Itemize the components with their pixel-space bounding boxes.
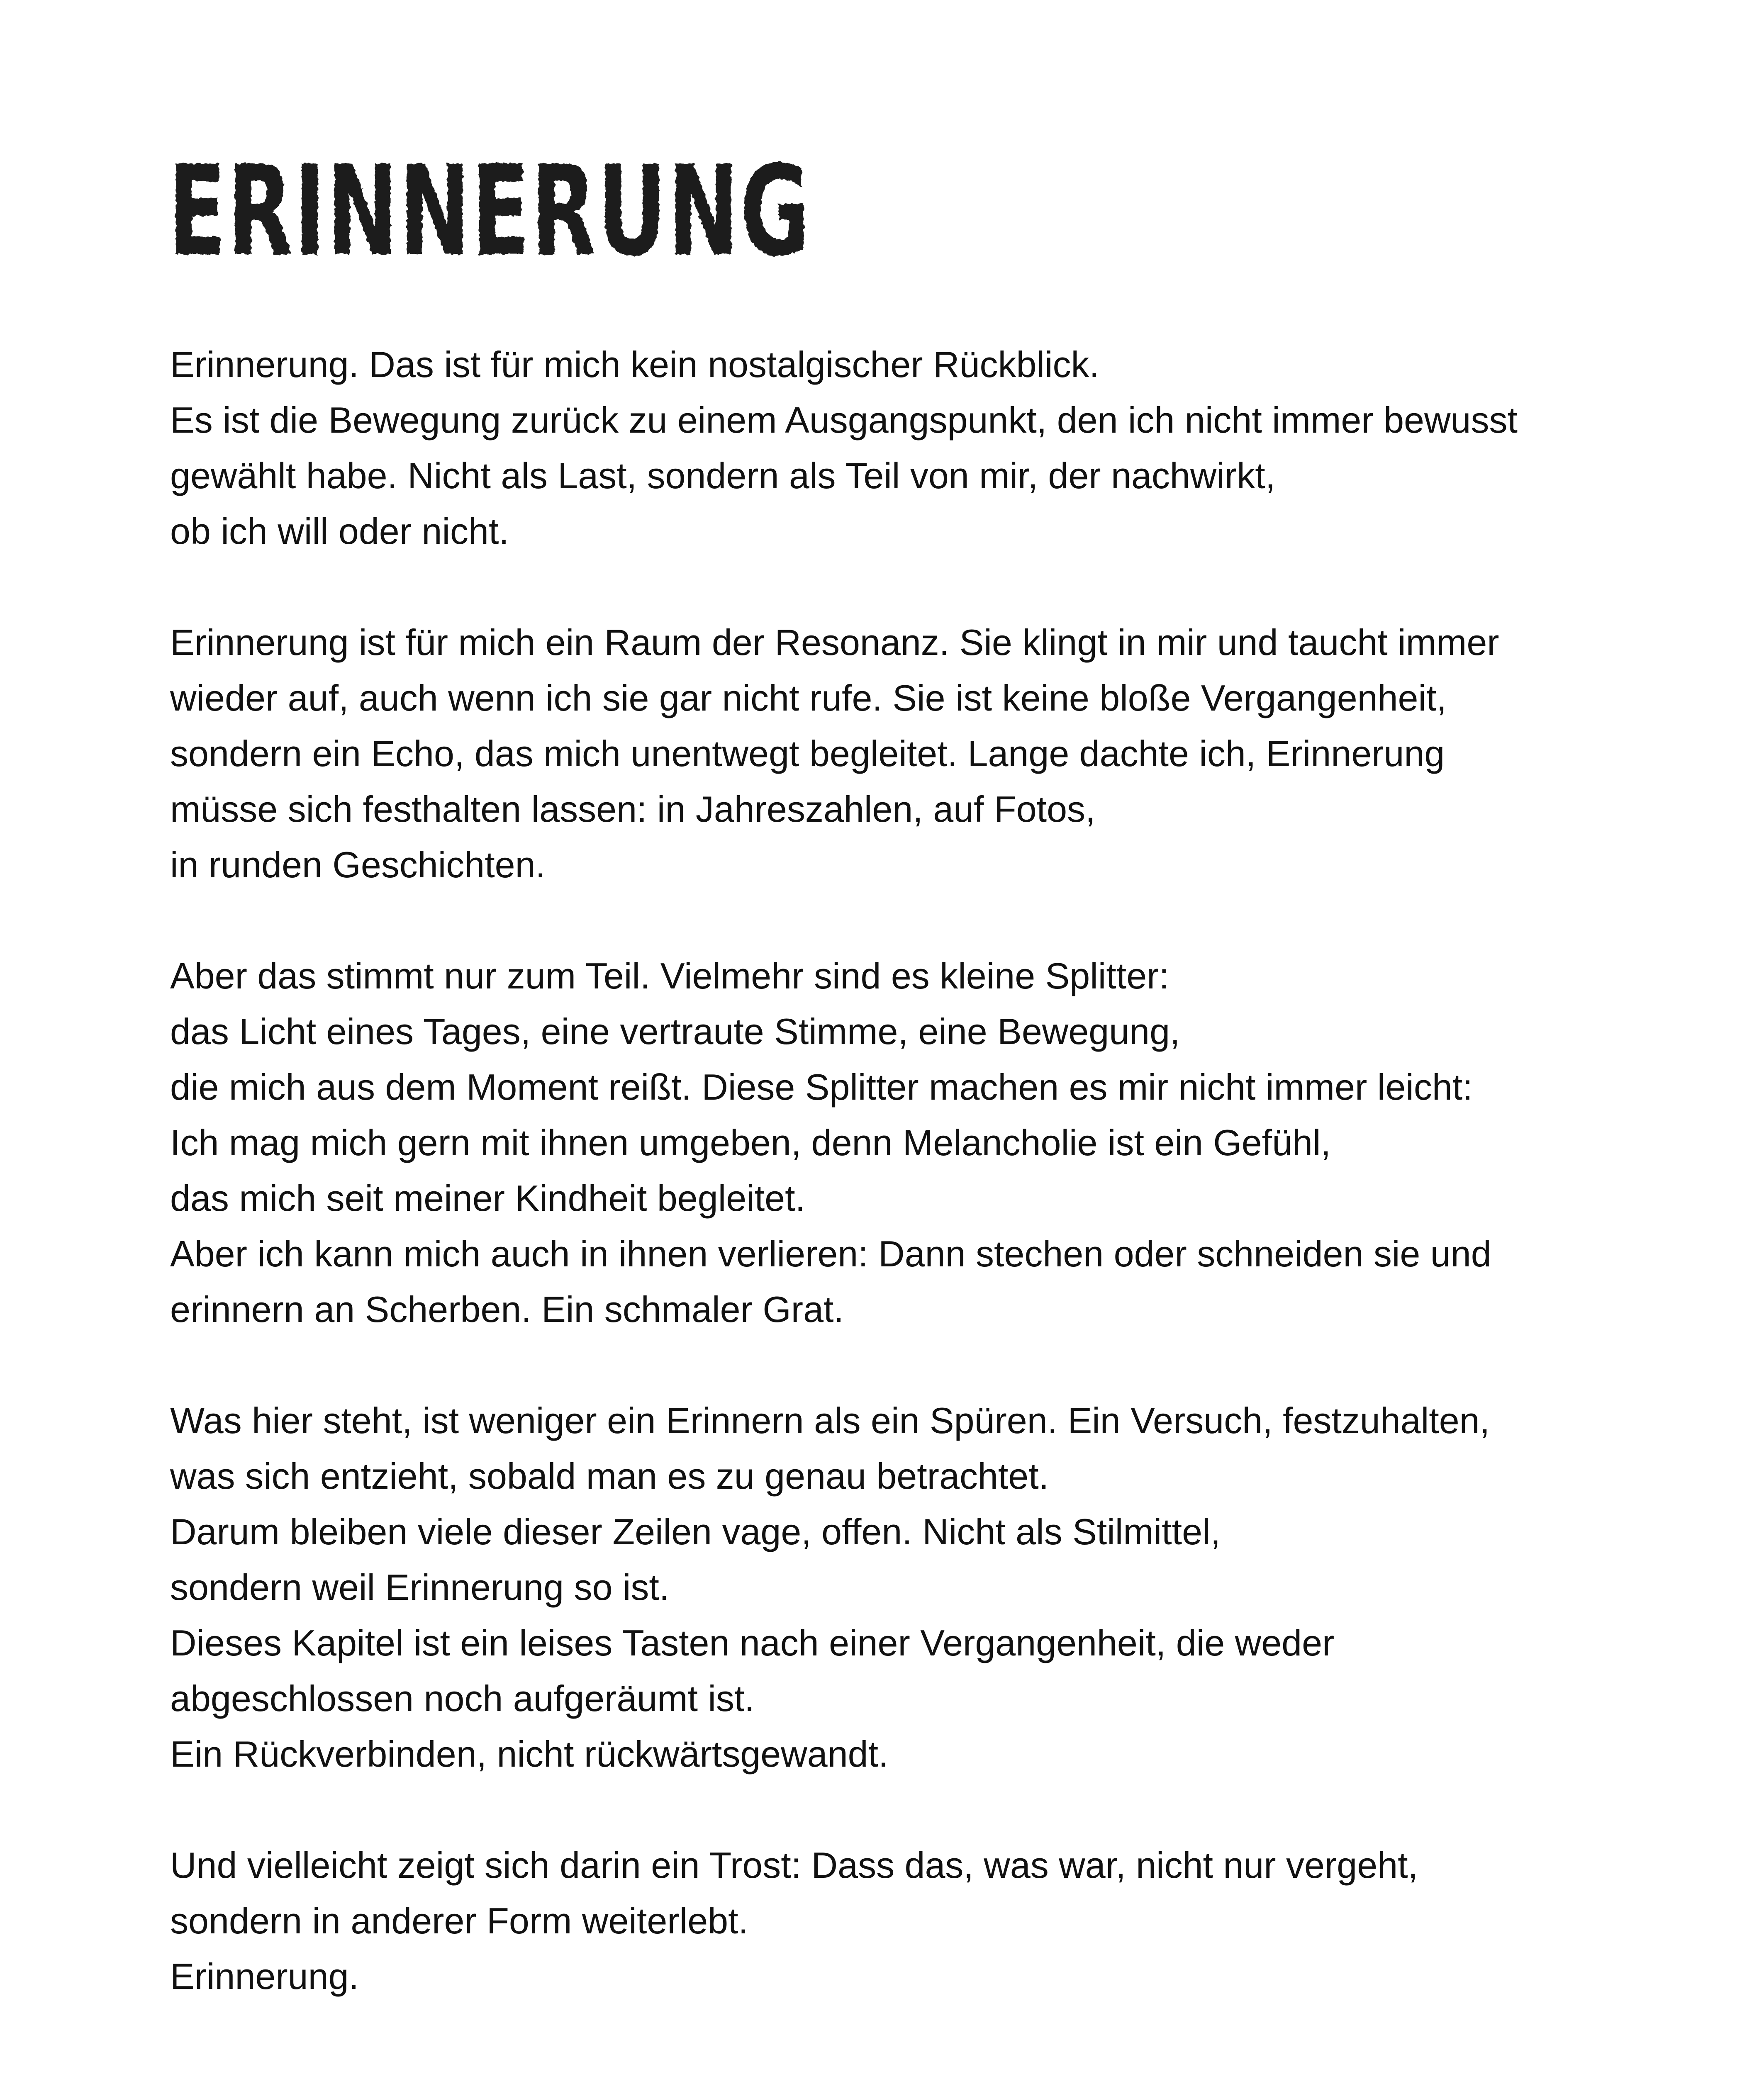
chapter-title-lettering xyxy=(168,139,815,284)
text-line: Dieses Kapitel ist ein leises Tasten nach einer Vergangenheit, die weder xyxy=(170,1622,1335,1663)
text-line: Aber ich kann mich auch in ihnen verlieren: Dann stechen oder schneiden sie und xyxy=(170,1233,1491,1274)
paragraph-4 xyxy=(170,1393,1639,1782)
chapter-title xyxy=(168,139,815,284)
paragraph-3 xyxy=(170,948,1639,1337)
text-line: abgeschlossen noch aufgeräumt ist. xyxy=(170,1678,755,1719)
paragraph-1 xyxy=(170,337,1639,559)
chapter-title-text: ERINNERUNG xyxy=(168,139,811,284)
text-line: Erinnerung ist für mich ein Raum der Resonanz. Sie klingt in mir und taucht immer xyxy=(170,622,1499,663)
text-line: sondern weil Erinnerung so ist. xyxy=(170,1567,670,1608)
text-line: Es ist die Bewegung zurück zu einem Ausgangspunkt, den ich nicht immer bewusst xyxy=(170,399,1518,441)
text-line: Ein Rückverbinden, nicht rückwärtsgewandt. xyxy=(170,1733,889,1775)
text-line: in runden Geschichten. xyxy=(170,844,546,885)
body-text xyxy=(170,337,1639,2060)
text-line: erinnern an Scherben. Ein schmaler Grat. xyxy=(170,1289,844,1330)
text-line: gewählt habe. Nicht als Last, sondern als Teil von mir, der nachwirkt, xyxy=(170,455,1276,496)
text-line: Darum bleiben viele dieser Zeilen vage, offen. Nicht als Stilmittel, xyxy=(170,1511,1221,1552)
text-line: das mich seit meiner Kindheit begleitet. xyxy=(170,1178,806,1219)
text-line: ob ich will oder nicht. xyxy=(170,511,509,552)
text-line: müsse sich festhalten lassen: in Jahreszahlen, auf Fotos, xyxy=(170,789,1096,830)
paragraph-2 xyxy=(170,615,1639,893)
text-line: Ich mag mich gern mit ihnen umgeben, denn Melancholie ist ein Gefühl, xyxy=(170,1122,1331,1163)
text-line: Und vielleicht zeigt sich darin ein Trost: Dass das, was war, nicht nur vergeht, xyxy=(170,1845,1418,1886)
text-line: Aber das stimmt nur zum Teil. Vielmehr sind es kleine Splitter: xyxy=(170,955,1169,996)
text-line: das Licht eines Tages, eine vertraute Stimme, eine Bewegung, xyxy=(170,1011,1180,1052)
text-line: Erinnerung. xyxy=(170,1956,359,1997)
text-line: was sich entzieht, sobald man es zu genau betrachtet. xyxy=(170,1456,1049,1497)
text-line: sondern ein Echo, das mich unentwegt begleitet. Lange dachte ich, Erinnerung xyxy=(170,733,1445,774)
paragraph-5 xyxy=(170,1838,1639,2004)
text-line: wieder auf, auch wenn ich sie gar nicht rufe. Sie ist keine bloße Vergangenheit, xyxy=(170,677,1447,718)
text-line: Was hier steht, ist weniger ein Erinnern als ein Spüren. Ein Versuch, festzuhalten, xyxy=(170,1400,1490,1441)
text-line: sondern in anderer Form weiterlebt. xyxy=(170,1900,748,1941)
text-line: die mich aus dem Moment reißt. Diese Splitter machen es mir nicht immer leicht: xyxy=(170,1066,1473,1108)
text-line: Erinnerung. Das ist für mich kein nostalgischer Rückblick. xyxy=(170,344,1100,385)
